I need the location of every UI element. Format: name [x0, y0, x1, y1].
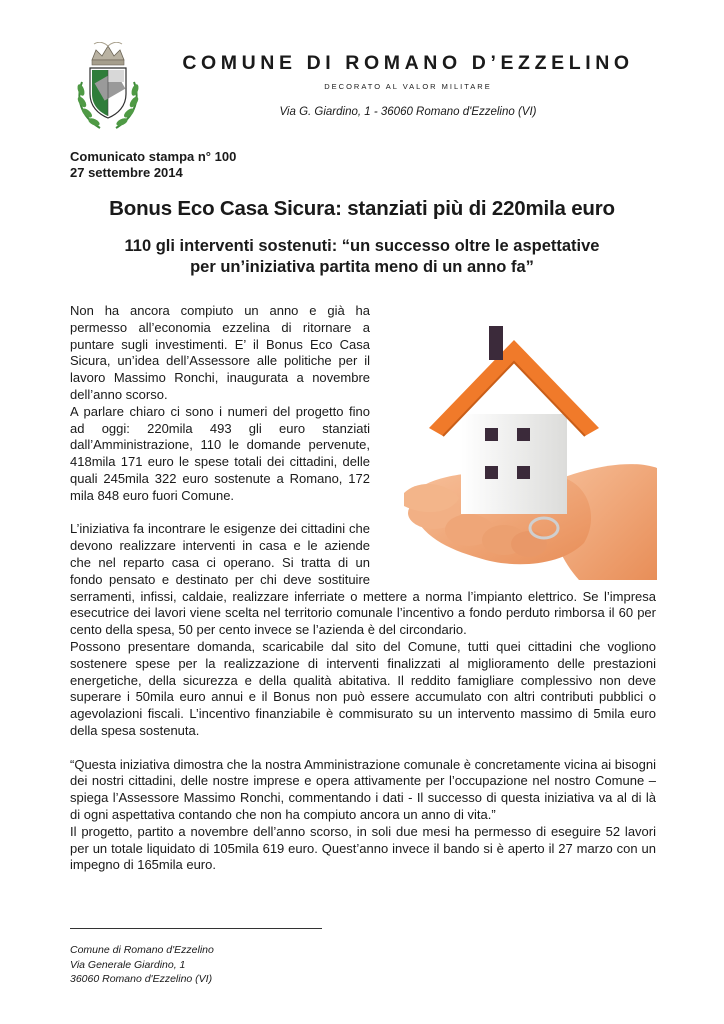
footer-address	[70, 943, 214, 987]
article-body	[70, 303, 656, 874]
footer-divider	[70, 928, 322, 929]
subheadline-line-2: per un’iniziativa partita meno di un anno fa”	[190, 258, 534, 276]
subheadline-line-1: 110 gli interventi sostenuti: “un successo oltre le aspettative	[124, 237, 600, 255]
municipality-subtitle: DECORATO AL VALOR MILITARE	[324, 82, 492, 91]
press-release-number: Comunicato stampa n° 100	[70, 149, 237, 164]
paragraph-project: Il progetto, partito a novembre dell’anno scorso, in soli due mesi ha permesso di eseguire 52 lavori per un totale liquidato di 105mila 619 euro. Quest’anno invece il bando si è aperto il 27 marzo con un impegno di 165mila euro.	[70, 823, 656, 873]
paragraph-initiative: L’iniziativa fa incontrare le esigenze dei cittadini che devono realizzare interventi in casa e le aziende che nel reparto casa ci operano. Si tratta di un fondo pensato e destinato per chi deve sostituire serramenti, infissi, caldaie, realizzare inferriate o mettere a norma l’impianto elettrico. Se l’impresa esecutrice dei lavori viene scelta nel territorio comunale l’incentivo a fondo perduto rimborsa il 60 per cento della spesa, 50 per cento invece se l’azienda è del circondario.	[70, 521, 656, 638]
footer-line-3: 36060 Romano d'Ezzelino (VI)	[70, 973, 213, 985]
paragraph-eligibility: Possono presentare domanda, scaricabile dal sito del Comune, tutti quei cittadini che vogliono sostenere spese per la realizzazione di interventi finalizzati al miglioramento delle prestazioni energetiche, della sicurezza e della qualità abitativa. Il reddito famigliare complessivo non deve superare i 50mila euro annui e il Bonus non può essere accumulato con altri contributi pubblici o agevolazioni fiscali. L’incentivo finanziabile è commisurato su un intervento massimo di 5mila euro della spesa sostenuta.	[70, 638, 656, 738]
paragraph-quote: “Questa iniziativa dimostra che la nostra Amministrazione comunale è concretamente vicina ai bisogni dei nostri cittadini, delle nostre imprese e opera attivamente per l’occupazione nel nostro Comune – spiega l’Assessore Massimo Ronchi, commentando i dati - Il successo di questa iniziativa va al di là di ogni aspettativa contando che non ha compiuto ancora un anno di vita.”	[70, 756, 657, 822]
municipality-title: COMUNE DI ROMANO D’EZZELINO	[182, 52, 634, 74]
headline: Bonus Eco Casa Sicura: stanziati più di 220mila euro	[109, 197, 615, 220]
footer-line-1: Comune di Romano d'Ezzelino	[70, 944, 214, 956]
subheadline	[40, 236, 684, 278]
press-release-date: 27 settembre 2014	[70, 165, 183, 180]
municipal-crest-logo	[72, 42, 144, 134]
footer-line-2: Via Generale Giardino, 1	[70, 958, 186, 971]
image-float-spacer	[370, 303, 656, 585]
municipality-address: Via G. Giardino, 1 - 36060 Romano d'Ezzelino (VI)	[279, 106, 537, 118]
paragraph-numbers: A parlare chiaro ci sono i numeri del progetto fino ad oggi: 220mila 493 gli euro stanziati dall’Amministrazione, 110 le domande pervenute, 418mila 171 euro le spese totali dei cittadini, delle quali 245mila 322 euro sostenute a Romano, 172 mila 848 euro fuori Comune.	[70, 403, 370, 503]
paragraph-intro: Non ha ancora compiuto un anno e già ha permesso all’economia ezzelina di ritornare a puntare sugli investimenti. E’ il Bonus Eco Casa Sicura, un’idea dell’Assessore alle politiche per il lavoro Massimo Ronchi, inaugurata a novembre dell’anno scorso.	[70, 303, 370, 402]
